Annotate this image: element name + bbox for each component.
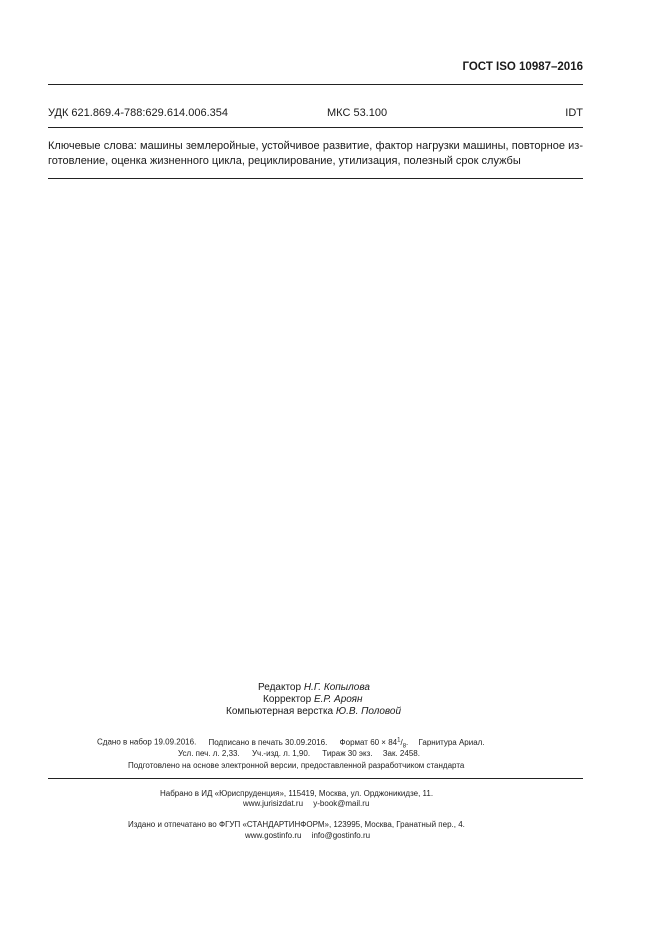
editor-label: Редактор xyxy=(258,682,302,693)
imprint-submitted: Сдано в набор 19.09.2016. xyxy=(97,737,197,747)
header-divider xyxy=(48,84,583,85)
print-email-link[interactable]: info@gostinfo.ru xyxy=(311,831,371,840)
standard-code-header: ГОСТ ISO 10987–2016 xyxy=(462,61,583,73)
keywords-divider xyxy=(48,178,583,179)
print-line: Издано и отпечатано во ФГУП «СТАНДАРТИНФОРМ», 123995, Москва, Гранатный пер., 4. xyxy=(128,820,465,829)
imprint-font: Гарнитура Ариал. xyxy=(418,737,485,747)
imprint-format: Формат $60 \times 84^1/_8$. xyxy=(339,737,409,750)
keywords-line-1: Ключевые слова: машины землеройные, устойчивое развитие, фактор нагрузки машины, повторное из- xyxy=(48,140,583,152)
classification-divider xyxy=(48,127,583,128)
imprint-circulation: Тираж 30 экз. xyxy=(322,749,373,758)
imprint-publisher-sheets: Уч.-изд. л. 1,90. xyxy=(251,749,311,758)
imprint-line-3: Подготовлено на основе электронной версии, предоставленной разработчиком стандарта xyxy=(128,761,465,770)
typeset-website-link[interactable]: www.jurisizdat.ru xyxy=(243,799,304,808)
typeset-line: Набрано в ИД «Юриспруденция», 115419, Москва, ул. Орджоникидзе, 11. xyxy=(160,789,434,798)
layout-credit xyxy=(226,706,401,717)
udk-code: УДК 621.869.4-788:629.614.006.354 xyxy=(48,107,228,119)
corrector-label: Корректор xyxy=(263,694,312,705)
keywords-block xyxy=(48,139,583,169)
typeset-contacts xyxy=(243,799,369,808)
layout-label: Компьютерная верстка xyxy=(226,706,334,717)
print-contacts xyxy=(245,831,370,840)
imprint-divider xyxy=(48,778,583,779)
idt-marker: IDT xyxy=(565,107,583,119)
editor-name: Н.Г. Копылова xyxy=(303,682,370,693)
imprint-signed: Подписано в печать 30.09.2016. xyxy=(208,737,328,747)
imprint-line-2 xyxy=(178,749,420,758)
editor-credit xyxy=(258,682,370,693)
typeset-email-link[interactable]: y-book@mail.ru xyxy=(313,799,370,808)
corrector-name: Е.Р. Ароян xyxy=(313,694,363,705)
imprint-order: Зак. 2458. xyxy=(382,749,420,758)
print-website-link[interactable]: www.gostinfo.ru xyxy=(245,831,302,840)
imprint-line-1 xyxy=(97,737,485,749)
corrector-credit xyxy=(263,694,362,705)
layout-name: Ю.В. Половой xyxy=(335,706,402,717)
imprint-print-sheets: Усл. печ. л. 2,33. xyxy=(178,749,240,758)
keywords-line-2: готовление, оценка жизненного цикла, рециклирование, утилизация, полезный срок службы xyxy=(48,155,521,167)
mks-code: МКС 53.100 xyxy=(327,107,388,119)
